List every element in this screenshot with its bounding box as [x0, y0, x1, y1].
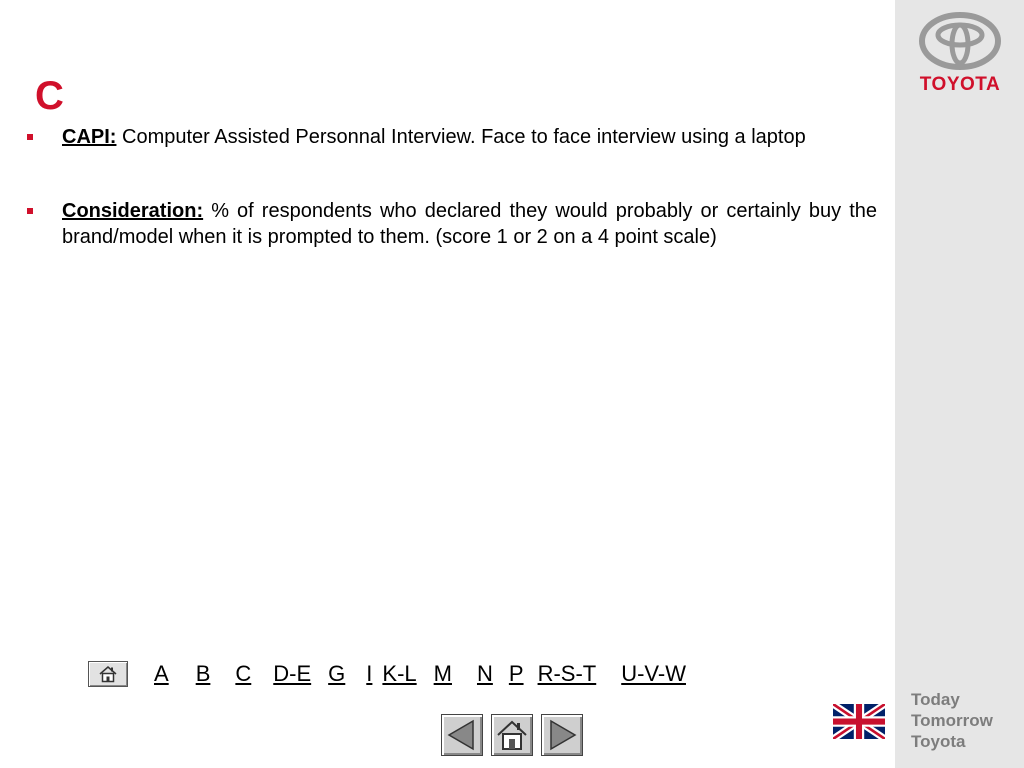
brand-sidebar	[895, 0, 1024, 768]
nav-link-g[interactable]: G	[328, 661, 346, 686]
nav-link-c[interactable]: C	[235, 661, 252, 686]
tagline-line: Tomorrow	[911, 711, 993, 730]
uk-flag-icon[interactable]	[833, 704, 885, 739]
bullet-icon	[27, 134, 33, 140]
brand-name: TOYOTA	[919, 74, 1001, 95]
next-button[interactable]	[541, 714, 583, 756]
home-icon	[98, 665, 118, 683]
page-title: C	[35, 74, 64, 118]
toyota-emblem-icon	[918, 12, 1002, 70]
glossary-entry	[30, 198, 877, 250]
nav-link-a[interactable]: A	[154, 661, 169, 686]
triangle-left-icon	[445, 718, 479, 752]
tagline-line: Toyota	[911, 732, 966, 751]
nav-link-d-e[interactable]: D-E	[273, 661, 312, 686]
nav-link-b[interactable]: B	[195, 661, 211, 686]
home-button-small[interactable]	[88, 661, 128, 687]
glossary-term: Consideration:	[62, 200, 204, 222]
home-button[interactable]	[491, 714, 533, 756]
toyota-logo	[908, 12, 1012, 96]
page-navigation	[441, 714, 583, 756]
home-icon	[495, 718, 529, 752]
nav-link-k-l[interactable]: K-L	[382, 661, 417, 686]
tagline-line: Today	[911, 690, 960, 709]
nav-link-n[interactable]: N	[476, 661, 493, 686]
nav-link-i[interactable]: I	[366, 661, 373, 686]
bullet-icon	[27, 208, 33, 214]
nav-link-u-v-w[interactable]: U-V-W	[621, 661, 686, 686]
nav-link-p[interactable]: P	[508, 661, 524, 686]
glossary-entry	[30, 124, 877, 150]
previous-button[interactable]	[441, 714, 483, 756]
glossary-definition: % of respondents who declared they would probably or certainly buy the brand/model when it is prompted to them. (score 1 or 2 on a 4 point scale)	[62, 200, 877, 248]
glossary-term: CAPI:	[62, 126, 117, 148]
nav-link-m[interactable]: M	[433, 661, 452, 686]
glossary-definition: Computer Assisted Personnal Interview. Face to face interview using a laptop	[116, 126, 806, 148]
brand-tagline	[911, 689, 993, 752]
nav-link-r-s-t[interactable]: R-S-T	[537, 661, 597, 686]
glossary-content	[30, 124, 877, 250]
triangle-right-icon	[545, 718, 579, 752]
letter-navigation	[88, 660, 686, 688]
